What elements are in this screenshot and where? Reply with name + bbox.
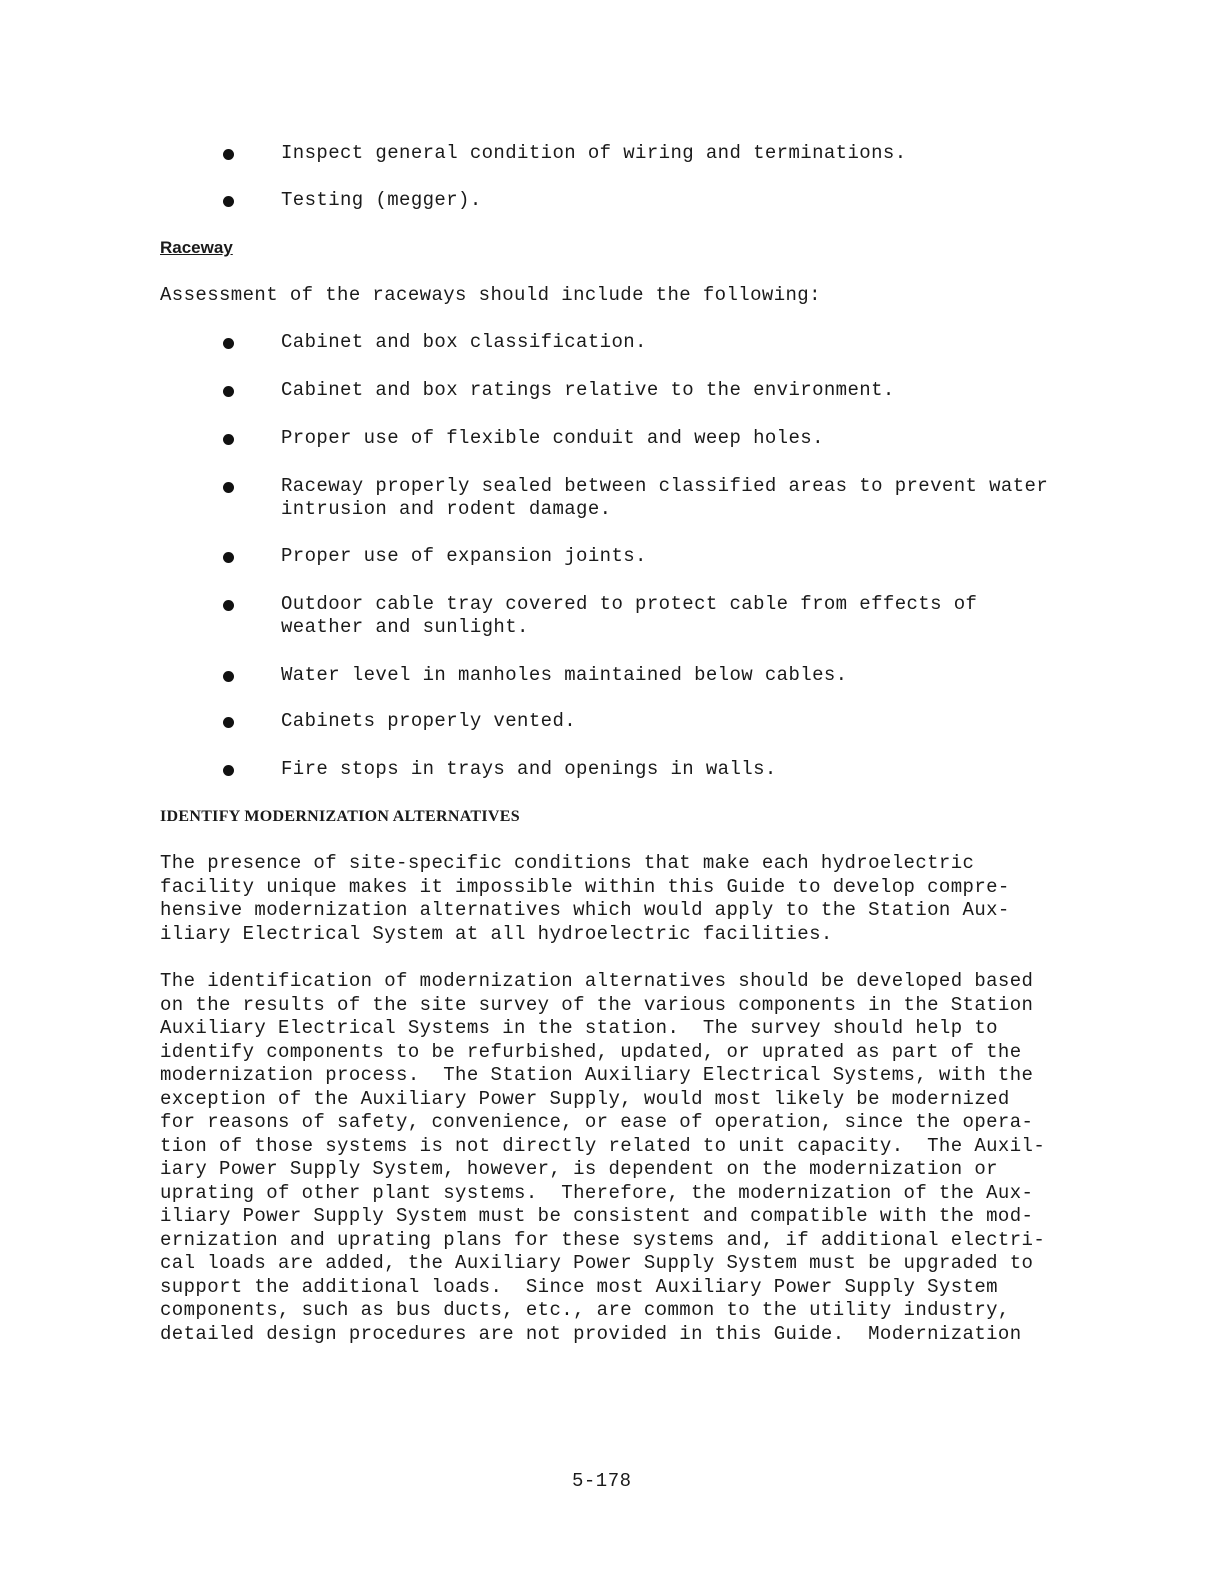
bullet-text: Inspect general condition of wiring and terminations. [281,142,907,164]
bullet-text: Cabinet and box ratings relative to the environment. [281,379,895,401]
bullet-text: Cabinets properly vented. [281,710,577,732]
bullet-dot-icon [223,338,234,349]
bullet-text: Outdoor cable tray covered to protect cable from effects of weather and sunlight. [281,593,978,638]
bullet-text: Proper use of expansion joints. [281,545,647,567]
bullet-text: Cabinet and box classification. [281,331,647,353]
bullet-dot-icon [223,765,234,776]
bullet-text: Testing (megger). [281,189,482,211]
bullet-dot-icon [223,386,234,397]
bullet-text: Water level in manholes maintained below cables. [281,664,848,686]
bullet-dot-icon [223,149,234,160]
bullet-dot-icon [223,717,234,728]
modernization-paragraph-2: The identification of modernization alternatives should be developed based on the results of the site survey of the various components in the Station Auxiliary Electrical Systems in the station. The survey should help to identify components to be refurbished, updated, or uprated as part of the modernization process. The Station Auxiliary Electrical Systems, with the exception of the Auxiliary Power Supply, would most likely be modernized for reasons of safety, convenience, or ease of operation, since the opera- tion of those systems is not directly related to unit capacity. The Auxil- iary Power Supply System, however, is dependent on the modernization or uprating of other plant systems. Therefore, the modernization of the Aux- iliary Power Supply System must be consistent and compatible with the mod- ernization and uprating plans for these systems and, if additional electri- cal loads are added, the Auxiliary Power Supply System must be upgraded to support the additional loads. Since most Auxiliary Power Supply System components, such as bus ducts, etc., are common to the utility industry, detailed design procedures are not provided in this Guide. Modernization [160,970,1046,1345]
bullet-dot-icon [223,196,234,207]
bullet-dot-icon [223,482,234,493]
modernization-paragraph-1: The presence of site-specific conditions that make each hydroelectric facility unique makes it impossible within this Guide to develop compre- hensive modernization alternatives which would apply to the Station Aux- iliary Electrical System at all hydroelectric facilities. [160,852,1010,945]
bullet-text: Fire stops in trays and openings in walls. [281,758,777,780]
bullet-dot-icon [223,671,234,682]
raceway-intro: Assessment of the raceways should include the following: [160,284,821,306]
bullet-text: Raceway properly sealed between classified areas to prevent water intrusion and rodent damage. [281,475,1049,520]
bullet-text: Proper use of flexible conduit and weep holes. [281,427,824,449]
bullet-dot-icon [223,552,234,563]
modernization-heading: IDENTIFY MODERNIZATION ALTERNATIVES [160,808,520,825]
raceway-heading: Raceway [160,238,233,257]
bullet-dot-icon [223,434,234,445]
page-number: 5-178 [572,1470,632,1492]
bullet-dot-icon [223,600,234,611]
